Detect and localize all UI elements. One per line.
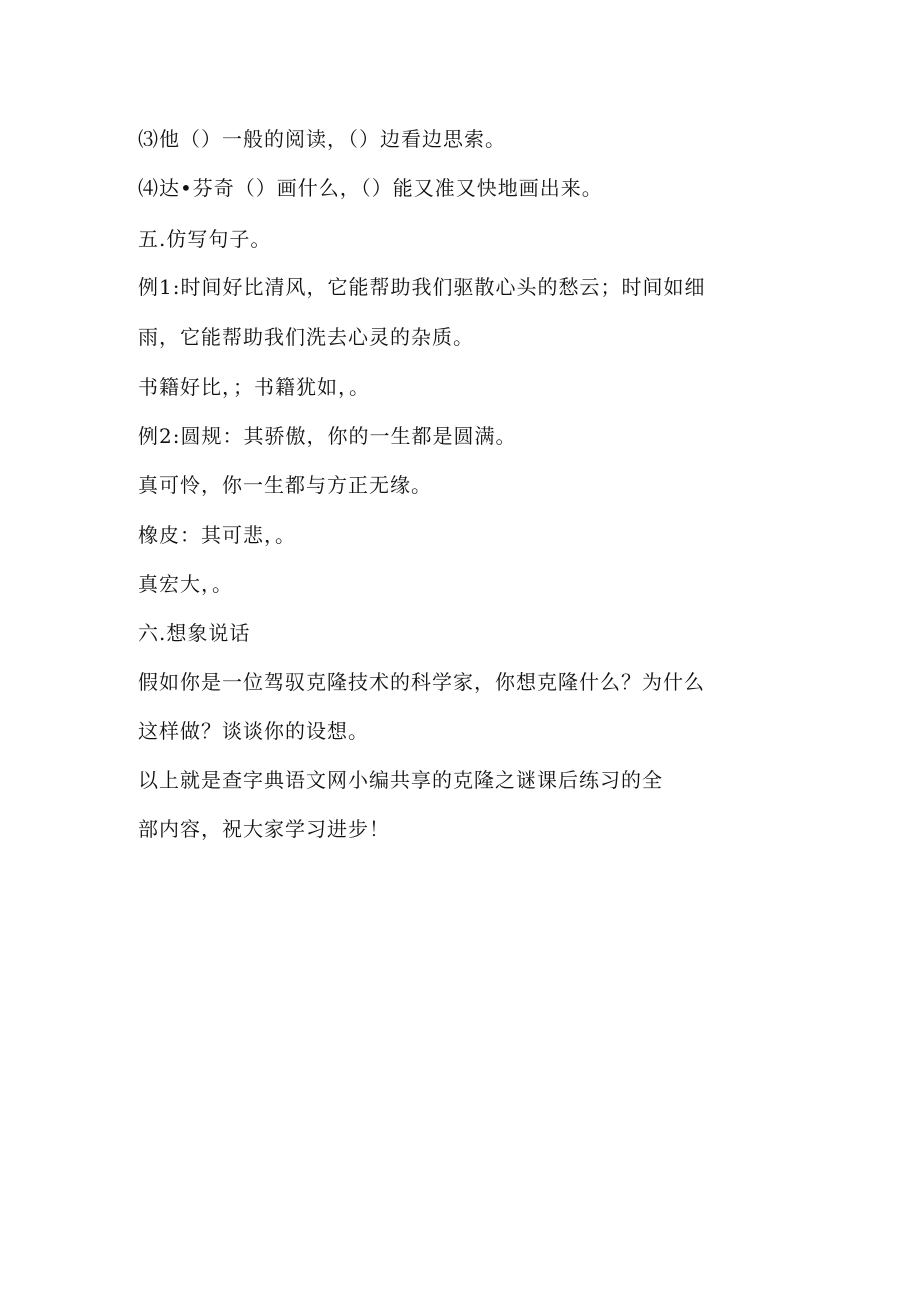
exercise-item-3: ⑶他（）一般的阅读，（）边看边思索。 bbox=[138, 127, 506, 151]
closing-line-2: 部内容，祝大家学习进步！ bbox=[138, 817, 390, 841]
example-1-line-2: 雨，它能帮助我们洗去心灵的杂质。 bbox=[138, 325, 474, 349]
fill-in-eraser: 橡皮：其可悲，。 bbox=[138, 523, 296, 547]
exercise-item-4: ⑷达•芬奇（）画什么，（）能又准又快地画出来。 bbox=[138, 176, 603, 200]
closing-line-1: 以上就是查字典语文网小编共享的克隆之谜课后练习的全 bbox=[138, 768, 663, 792]
prompt-line-1: 假如你是一位驾驭克隆技术的科学家，你想克隆什么？为什么 bbox=[138, 670, 705, 694]
section-heading-imagine-speak: 六.想象说话 bbox=[138, 621, 251, 645]
prompt-line-2: 这样做？谈谈你的设想。 bbox=[138, 719, 369, 743]
example-1-line-1: 例1:时间好比清风，它能帮助我们驱散心头的愁云；时间如细 bbox=[138, 275, 706, 299]
section-heading-imitate-sentences: 五.仿写句子。 bbox=[138, 227, 272, 251]
fill-in-grand: 真宏大，。 bbox=[138, 572, 233, 596]
fill-in-books: 书籍好比，；书籍犹如，。 bbox=[138, 375, 370, 399]
example-2-line-2: 真可怜，你一生都与方正无缘。 bbox=[138, 473, 432, 497]
example-2-line-1: 例2:圆规：其骄傲，你的一生都是圆满。 bbox=[138, 424, 517, 448]
